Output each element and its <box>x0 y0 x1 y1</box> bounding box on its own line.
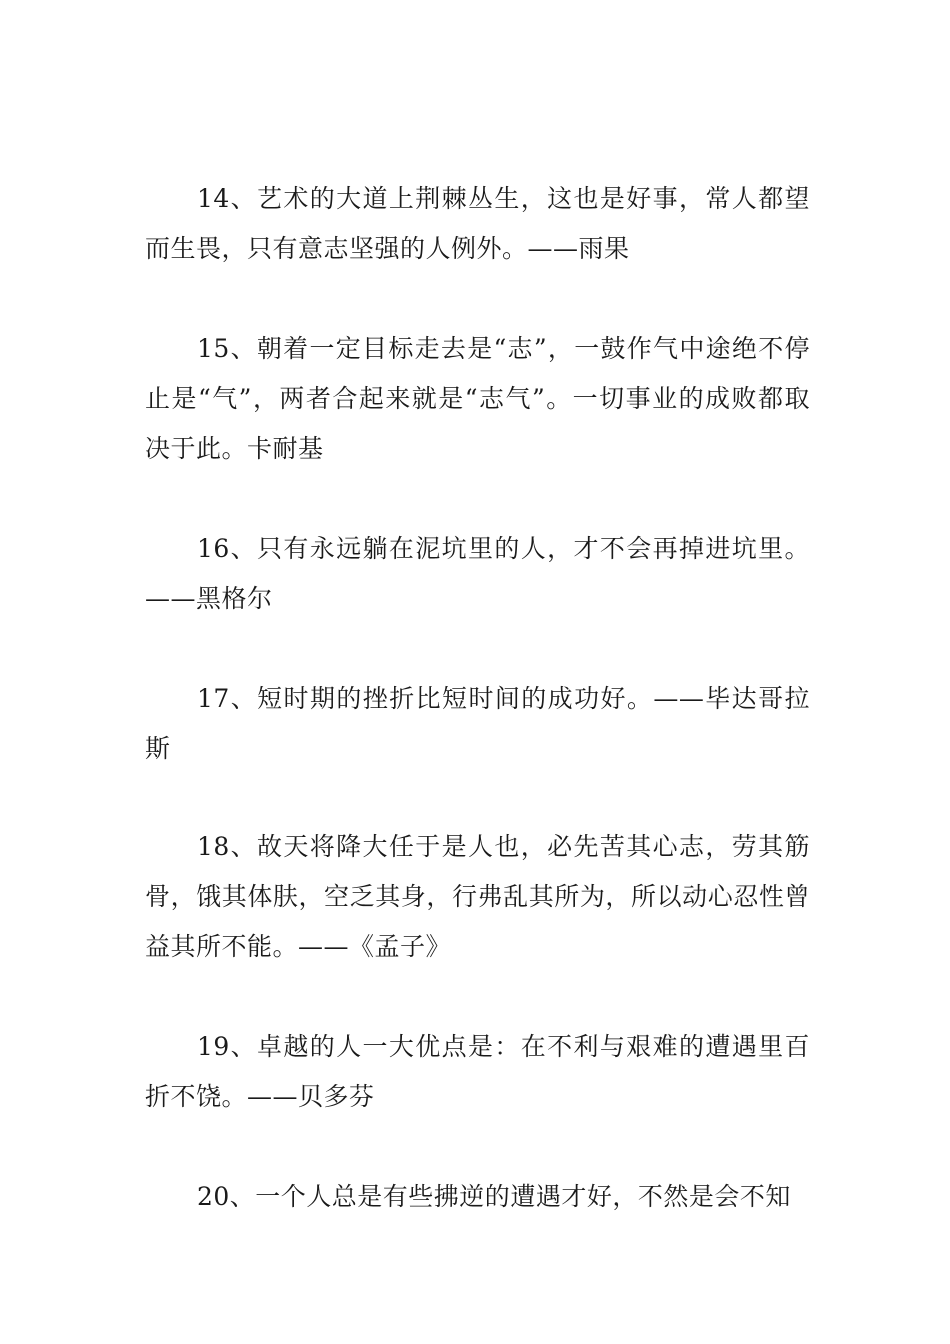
quote-paragraph-20: 20、一个人总是有些拂逆的遭遇才好，不然是会不知 <box>197 1182 791 1211</box>
quote-paragraph-19: 19、卓越的人一大优点是：在不利与艰难的遭遇里百折不饶。——贝多芬 <box>145 1032 810 1111</box>
quote-paragraph-17: 17、短时期的挫折比短时间的成功好。——毕达哥拉斯 <box>145 684 810 763</box>
quote-paragraph-16: 16、只有永远躺在泥坑里的人，才不会再掉进坑里。——黑格尔 <box>145 534 810 613</box>
quote-paragraph-15: 15、朝着一定目标走去是“志”，一鼓作气中途绝不停止是“气”，两者合起来就是“志气”。一切事业的成败都取决于此。卡耐基 <box>145 334 810 463</box>
quote-paragraph-18: 18、故天将降大任于是人也，必先苦其心志，劳其筋骨，饿其体肤，空乏其身，行弗乱其所为，所以动心忍性曾益其所不能。——《孟子》 <box>145 832 810 961</box>
quote-paragraph-14: 14、艺术的大道上荆棘丛生，这也是好事，常人都望而生畏，只有意志坚强的人例外。——雨果 <box>145 184 810 263</box>
